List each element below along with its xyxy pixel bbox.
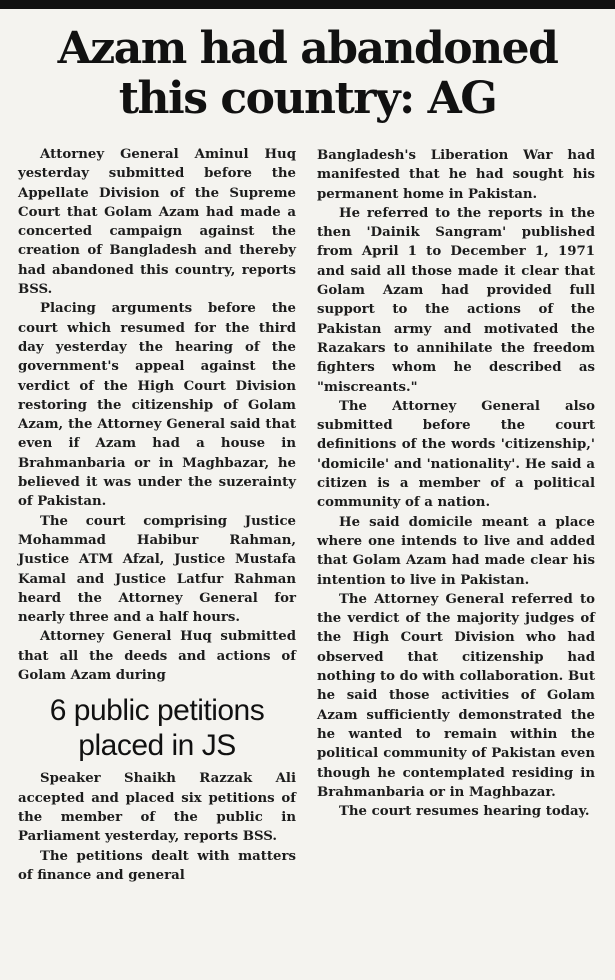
sidebar-story-paragraph: The petitions dealt with matters of finance and general xyxy=(18,848,296,883)
article-paragraph: Bangladesh's Liberation War had manifested that he had sought his permanent home in Pakistan. xyxy=(317,148,595,202)
headline-line-1: Azam had abandoned xyxy=(57,23,558,74)
article-paragraph: Attorney General Aminul Huq yesterday submitted before the Appellate Division of the Supreme Court that Golam Azam had made a concerted campaign against the creation of Bangladesh and thereby had abandoned this country, reports BSS. xyxy=(18,147,296,298)
headline-line-2: this country: AG xyxy=(118,73,497,124)
article-paragraph: He said domicile meant a place where one intends to live and added that Golam Azam had made clear his intention to live in Pakistan. xyxy=(317,514,595,588)
article-paragraph: Attorney General Huq submitted that all the deeds and actions of Golam Azam during xyxy=(18,629,296,684)
article-paragraph: The court resumes hearing today. xyxy=(339,804,590,820)
sidebar-headline-line-2: placed in JS xyxy=(78,729,236,763)
top-rule xyxy=(0,0,615,9)
article-paragraph: The Attorney General referred to the verdict of the majority judges of the High Court Division who had observed that citizenship had nothing to do with collaboration. But he said those activities of Golam Azam sufficiently demonstrated the he wanted to remain within the political community of Pakistan even though he contemplated residing in Brahmanbaria or in Maghbazar. xyxy=(317,591,595,800)
sidebar-story-paragraph: Speaker Shaikh Razzak Ali accepted and placed six petitions of the member of the public in Parliament yesterday, reports BSS. xyxy=(18,771,296,845)
article-column-right xyxy=(317,146,595,821)
article-column-left xyxy=(18,145,296,885)
sidebar-story-headline xyxy=(18,693,296,763)
article-paragraph: The court comprising Justice Mohammad Habibur Rahman, Justice ATM Afzal, Justice Mustafa Kamal and Justice Latfur Rahman heard the Attorney General for nearly three and a half hours. xyxy=(18,513,296,626)
article-paragraph: Placing arguments before the court which resumed for the third day yesterday the hearing of the government's appeal against the verdict of the High Court Division restoring the citizenship of Golam Azam, the Attorney General said that even if Azam had a house in Brahmanbaria or in Maghbazar, he believed it was under the suzerainty of Pakistan. xyxy=(18,301,296,510)
article-paragraph: He referred to the reports in the then 'Dainik Sangram' published from April 1 to December 1, 1971 and said all those made it clear that Golam Azam had provided full support to the actions of the Pakistan army and motivated the Razakars to annihilate the freedom fighters whom he described as "miscreants." xyxy=(317,205,595,395)
page-headline xyxy=(0,24,615,124)
article-paragraph: The Attorney General also submitted before the court definitions of the words 'citizenship,' 'domicile' and 'nationality'. He said a citizen is a member of a political community of a nation. xyxy=(317,398,595,511)
sidebar-headline-line-1: 6 public petitions xyxy=(49,694,265,728)
